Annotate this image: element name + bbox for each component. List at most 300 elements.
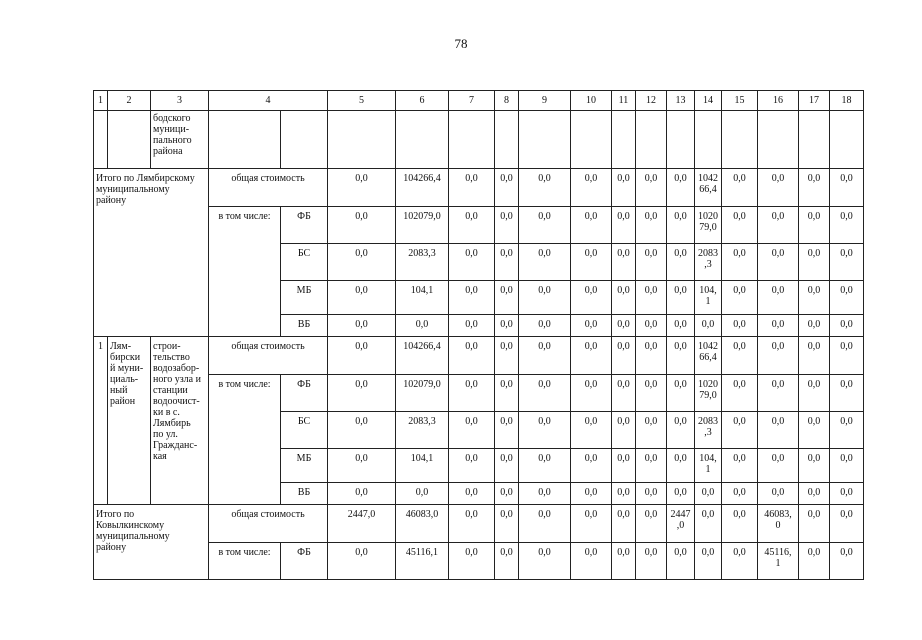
value-cell-text: 0,0: [807, 285, 821, 296]
table-row: [94, 543, 864, 580]
value-cell-text: 0,0: [465, 173, 478, 184]
fund-label-text: ФБ: [297, 547, 311, 558]
value-cell: [495, 449, 519, 483]
page-number: 78: [454, 36, 468, 51]
fund-label: [281, 412, 328, 449]
value-cell-text: 0,0: [465, 379, 478, 390]
value-cell-text: 0,0: [701, 509, 715, 520]
header-cell-text: 7: [469, 95, 474, 106]
value-cell-text: 0,0: [807, 341, 821, 352]
value-cell: [328, 207, 396, 244]
value-cell-text: 0,0: [733, 285, 746, 296]
value-cell: [571, 281, 612, 315]
value-cell: [449, 281, 495, 315]
value-cell: [612, 543, 636, 580]
empty-cell: [695, 111, 722, 169]
value-cell: [328, 543, 396, 580]
value-cell-text: 0,0: [584, 173, 598, 184]
value-cell: [571, 315, 612, 337]
value-cell-text: 0,0: [538, 453, 551, 464]
fund-label: [281, 483, 328, 505]
group-label: [209, 337, 328, 375]
value-cell: [612, 449, 636, 483]
value-cell-text: 0,0: [674, 319, 687, 330]
value-cell-text: 0,0: [674, 341, 687, 352]
value-cell-text: 0,0: [644, 453, 658, 464]
header-cell-text: 15: [734, 95, 745, 106]
value-cell-text: 0,0: [733, 248, 746, 259]
header-cell: [667, 91, 695, 111]
value-cell-text: 0,0: [701, 547, 715, 558]
empty-cell: [449, 111, 495, 169]
header-cell-text: 10: [586, 95, 596, 106]
value-cell-text: 0,0: [538, 379, 551, 390]
value-cell: [695, 543, 722, 580]
district-name-text: Лям- бирски й муни- циаль- ный район: [110, 341, 144, 407]
value-cell: [695, 244, 722, 281]
value-cell-text: 0,0: [807, 379, 821, 390]
object-name: [151, 337, 209, 505]
value-cell: [758, 207, 799, 244]
value-cell-text: 0,0: [771, 248, 785, 259]
value-cell-text: 0,0: [355, 285, 368, 296]
value-cell: [758, 483, 799, 505]
group-label: [209, 207, 281, 337]
value-cell: [667, 169, 695, 207]
value-cell: [519, 244, 571, 281]
value-cell: [328, 315, 396, 337]
value-cell: [799, 315, 830, 337]
value-cell: [758, 281, 799, 315]
value-cell: [495, 281, 519, 315]
value-cell-text: 0,0: [807, 547, 821, 558]
value-cell: [612, 337, 636, 375]
value-cell: [722, 483, 758, 505]
value-cell-text: 0,0: [465, 341, 478, 352]
empty-cell: [328, 111, 396, 169]
value-cell-text: 2083 ,3: [698, 416, 718, 438]
value-cell-text: 0,0: [584, 285, 598, 296]
value-cell: [571, 505, 612, 543]
value-cell: [449, 412, 495, 449]
fund-label-text: МБ: [296, 285, 312, 296]
value-cell-text: 0,0: [807, 211, 821, 222]
value-cell-text: 0,0: [500, 248, 513, 259]
group-label: [209, 169, 328, 207]
value-cell-text: 104,1: [410, 453, 434, 464]
header-cell: [151, 91, 209, 111]
value-cell: [722, 244, 758, 281]
value-cell: [636, 412, 667, 449]
value-cell: [449, 483, 495, 505]
value-cell-text: 0,0: [701, 487, 715, 498]
value-cell-text: 0,0: [538, 416, 551, 427]
value-cell-text: 0,0: [733, 453, 746, 464]
empty-cell: [636, 111, 667, 169]
value-cell-text: 0,0: [771, 487, 785, 498]
value-cell-text: 0,0: [840, 416, 853, 427]
value-cell-text: 2083,3: [408, 248, 436, 259]
value-cell-text: 0,0: [415, 487, 429, 498]
group-label-text: в том числе:: [218, 211, 271, 222]
group-label: [209, 505, 328, 543]
header-cell: [758, 91, 799, 111]
value-cell-text: 0,0: [355, 379, 368, 390]
value-cell: [495, 244, 519, 281]
value-cell-text: 0,0: [840, 341, 853, 352]
value-cell: [636, 244, 667, 281]
value-cell: [328, 449, 396, 483]
table-row: [94, 169, 864, 207]
value-cell: [495, 543, 519, 580]
value-cell: [695, 315, 722, 337]
value-cell: [667, 207, 695, 244]
value-cell-text: 0,0: [733, 487, 746, 498]
value-cell-text: 0,0: [465, 509, 478, 520]
value-cell-text: 0,0: [465, 248, 478, 259]
value-cell-text: 0,0: [644, 379, 658, 390]
value-cell: [449, 449, 495, 483]
value-cell: [695, 412, 722, 449]
value-cell-text: 0,0: [584, 509, 598, 520]
value-cell-text: 2083,3: [408, 416, 436, 427]
value-cell-text: 0,0: [733, 509, 746, 520]
value-cell-text: 0,0: [355, 248, 368, 259]
value-cell: [519, 337, 571, 375]
value-cell-text: 0,0: [644, 547, 658, 558]
value-cell-text: 0,0: [500, 487, 513, 498]
header-cell: [571, 91, 612, 111]
value-cell-text: 0,0: [617, 248, 630, 259]
group-label: [209, 543, 281, 580]
total-label-text: Итого по Лямбирскому муниципальному району: [96, 173, 195, 206]
value-cell: [799, 337, 830, 375]
value-cell-text: 0,0: [644, 319, 658, 330]
header-cell: [209, 91, 328, 111]
value-cell-text: 0,0: [644, 416, 658, 427]
value-cell: [636, 281, 667, 315]
value-cell-text: 0,0: [644, 509, 658, 520]
group-label: [209, 375, 281, 505]
header-cell: [94, 91, 108, 111]
value-cell: [667, 483, 695, 505]
value-cell: [612, 412, 636, 449]
value-cell: [758, 244, 799, 281]
value-cell-text: 0,0: [465, 453, 478, 464]
value-cell-text: 0,0: [538, 285, 551, 296]
empty-cell: [667, 111, 695, 169]
value-cell: [612, 169, 636, 207]
header-cell-text: 12: [646, 95, 656, 106]
value-cell: [799, 412, 830, 449]
value-cell: [722, 505, 758, 543]
value-cell-text: 0,0: [584, 416, 598, 427]
value-cell-text: 0,0: [500, 173, 513, 184]
value-cell: [328, 281, 396, 315]
value-cell: [328, 337, 396, 375]
value-cell: [830, 483, 864, 505]
value-cell: [830, 244, 864, 281]
value-cell: [758, 169, 799, 207]
value-cell: [636, 315, 667, 337]
value-cell-text: 0,0: [674, 547, 687, 558]
value-cell: [495, 315, 519, 337]
value-cell: [636, 543, 667, 580]
value-cell: [695, 207, 722, 244]
value-cell-text: 0,0: [733, 547, 746, 558]
value-cell: [519, 315, 571, 337]
value-cell-text: 0,0: [355, 173, 368, 184]
value-cell: [758, 449, 799, 483]
empty-cell: [830, 111, 864, 169]
value-cell: [396, 543, 449, 580]
value-cell-text: 0,0: [771, 416, 785, 427]
header-cell-text: 13: [675, 95, 686, 106]
value-cell-text: 0,0: [465, 487, 478, 498]
empty-cell: [108, 111, 151, 169]
value-cell-text: 104266,4: [403, 341, 441, 352]
value-cell-text: 0,0: [355, 319, 368, 330]
value-cell-text: 2083 ,3: [698, 248, 718, 270]
value-cell-text: 0,0: [807, 416, 821, 427]
value-cell: [449, 169, 495, 207]
value-cell-text: 0,0: [807, 509, 821, 520]
value-cell: [830, 169, 864, 207]
value-cell: [396, 244, 449, 281]
header-cell-text: 9: [542, 95, 547, 106]
value-cell: [695, 449, 722, 483]
project-number: [94, 337, 108, 505]
value-cell: [799, 207, 830, 244]
value-cell: [636, 207, 667, 244]
value-cell: [799, 505, 830, 543]
value-cell-text: 0,0: [674, 173, 687, 184]
value-cell-text: 0,0: [674, 211, 687, 222]
value-cell-text: 46083, 0: [764, 509, 792, 531]
total-label: [94, 505, 209, 580]
value-cell: [758, 337, 799, 375]
value-cell: [799, 449, 830, 483]
value-cell-text: 0,0: [771, 285, 785, 296]
value-cell: [495, 412, 519, 449]
value-cell: [396, 412, 449, 449]
value-cell-text: 104, 1: [699, 285, 717, 307]
value-cell-text: 0,0: [500, 379, 513, 390]
value-cell: [830, 375, 864, 412]
value-cell-text: 0,0: [617, 379, 630, 390]
value-cell: [830, 505, 864, 543]
value-cell: [449, 337, 495, 375]
fund-label-text: МБ: [296, 453, 312, 464]
value-cell: [722, 315, 758, 337]
value-cell-text: 0,0: [500, 453, 513, 464]
value-cell-text: 45116,1: [405, 547, 439, 558]
fund-label-text: ФБ: [297, 211, 311, 222]
value-cell: [799, 244, 830, 281]
fund-label-text: ВБ: [297, 487, 311, 498]
value-cell-text: 0,0: [465, 416, 478, 427]
header-cell: [495, 91, 519, 111]
project-number-text: 1: [98, 341, 103, 352]
header-cell: [108, 91, 151, 111]
value-cell-text: 0,0: [617, 453, 630, 464]
value-cell: [695, 169, 722, 207]
value-cell-text: 0,0: [617, 341, 630, 352]
value-cell: [571, 337, 612, 375]
value-cell-text: 0,0: [807, 248, 821, 259]
fund-label-text: ВБ: [297, 319, 311, 330]
value-cell: [758, 375, 799, 412]
value-cell-text: 0,0: [840, 453, 853, 464]
group-label-text: в том числе:: [218, 547, 271, 558]
value-cell: [799, 281, 830, 315]
fund-label: [281, 375, 328, 412]
header-cell-text: 11: [618, 95, 629, 106]
value-cell-text: 0,0: [465, 285, 478, 296]
value-cell-text: 0,0: [771, 319, 785, 330]
value-cell: [799, 483, 830, 505]
value-cell-text: 0,0: [617, 416, 630, 427]
value-cell: [495, 337, 519, 375]
value-cell: [667, 281, 695, 315]
value-cell-text: 0,0: [733, 211, 746, 222]
value-cell: [396, 315, 449, 337]
value-cell-text: 0,0: [840, 248, 853, 259]
value-cell-text: 1042 66,4: [698, 341, 718, 363]
value-cell-text: 0,0: [807, 173, 821, 184]
empty-cell: [571, 111, 612, 169]
value-cell: [449, 375, 495, 412]
value-cell: [519, 412, 571, 449]
value-cell: [519, 169, 571, 207]
total-label-text: Итого по Ковылкинскому муниципальному району: [96, 509, 170, 553]
value-cell: [830, 543, 864, 580]
value-cell: [636, 483, 667, 505]
value-cell-text: 0,0: [644, 211, 658, 222]
empty-cell: [612, 111, 636, 169]
value-cell: [495, 483, 519, 505]
value-cell: [636, 505, 667, 543]
value-cell: [667, 412, 695, 449]
value-cell-text: 1020 79,0: [698, 379, 718, 401]
value-cell-text: 0,0: [465, 211, 478, 222]
value-cell-text: 0,0: [733, 341, 746, 352]
value-cell-text: 0,0: [355, 416, 368, 427]
value-cell: [495, 505, 519, 543]
value-cell-text: 0,0: [840, 379, 853, 390]
empty-cell: [281, 111, 328, 169]
continuation-text-text: бодского муници- пального района: [153, 113, 192, 157]
value-cell-text: 0,0: [807, 319, 821, 330]
value-cell: [612, 315, 636, 337]
value-cell: [612, 505, 636, 543]
value-cell: [495, 207, 519, 244]
fund-label: [281, 244, 328, 281]
value-cell-text: 0,0: [617, 509, 630, 520]
value-cell: [571, 543, 612, 580]
value-cell-text: 2447,0: [347, 509, 376, 520]
value-cell-text: 0,0: [500, 509, 513, 520]
value-cell: [612, 207, 636, 244]
empty-cell: [722, 111, 758, 169]
fund-label-text: БС: [297, 248, 311, 259]
value-cell: [799, 543, 830, 580]
value-cell: [612, 375, 636, 412]
value-cell: [449, 207, 495, 244]
value-cell: [328, 412, 396, 449]
header-cell-text: 8: [504, 95, 509, 106]
value-cell-text: 0,0: [840, 509, 853, 520]
header-cell: [519, 91, 571, 111]
value-cell-text: 0,0: [617, 487, 630, 498]
header-cell-text: 4: [265, 95, 271, 106]
empty-cell: [94, 111, 108, 169]
value-cell-text: 0,0: [584, 319, 598, 330]
value-cell: [636, 337, 667, 375]
value-cell-text: 0,0: [617, 173, 630, 184]
value-cell-text: 0,0: [355, 453, 368, 464]
value-cell: [695, 281, 722, 315]
header-cell: [722, 91, 758, 111]
total-label: [94, 169, 209, 337]
value-cell: [695, 505, 722, 543]
value-cell-text: 0,0: [465, 319, 478, 330]
table-row: [94, 505, 864, 543]
value-cell-text: 0,0: [500, 285, 513, 296]
value-cell-text: 0,0: [355, 211, 368, 222]
value-cell: [722, 449, 758, 483]
value-cell: [636, 169, 667, 207]
value-cell: [495, 375, 519, 412]
value-cell: [667, 315, 695, 337]
value-cell-text: 0,0: [733, 319, 746, 330]
value-cell: [799, 169, 830, 207]
group-label-text: в том числе:: [218, 379, 271, 390]
value-cell-text: 104,1: [410, 285, 434, 296]
budget-table: [93, 90, 864, 580]
value-cell-text: 0,0: [500, 341, 513, 352]
header-cell-text: 1: [98, 95, 103, 106]
empty-cell: [495, 111, 519, 169]
value-cell: [328, 483, 396, 505]
empty-cell: [519, 111, 571, 169]
value-cell-text: 0,0: [584, 379, 598, 390]
value-cell-text: 0,0: [644, 173, 658, 184]
value-cell-text: 0,0: [500, 416, 513, 427]
value-cell-text: 0,0: [500, 319, 513, 330]
value-cell: [396, 505, 449, 543]
value-cell: [449, 315, 495, 337]
value-cell: [396, 449, 449, 483]
value-cell-text: 0,0: [584, 341, 598, 352]
value-cell: [495, 169, 519, 207]
value-cell-text: 0,0: [644, 248, 658, 259]
value-cell: [571, 449, 612, 483]
value-cell: [571, 483, 612, 505]
value-cell-text: 0,0: [840, 173, 853, 184]
fund-label-text: БС: [297, 416, 311, 427]
value-cell: [830, 207, 864, 244]
fund-label: [281, 315, 328, 337]
header-cell-text: 18: [841, 95, 852, 106]
value-cell-text: 104, 1: [699, 453, 717, 475]
empty-cell: [396, 111, 449, 169]
header-row: [94, 91, 864, 111]
value-cell-text: 0,0: [674, 285, 687, 296]
value-cell-text: 0,0: [584, 547, 598, 558]
value-cell-text: 0,0: [771, 211, 785, 222]
value-cell: [519, 375, 571, 412]
